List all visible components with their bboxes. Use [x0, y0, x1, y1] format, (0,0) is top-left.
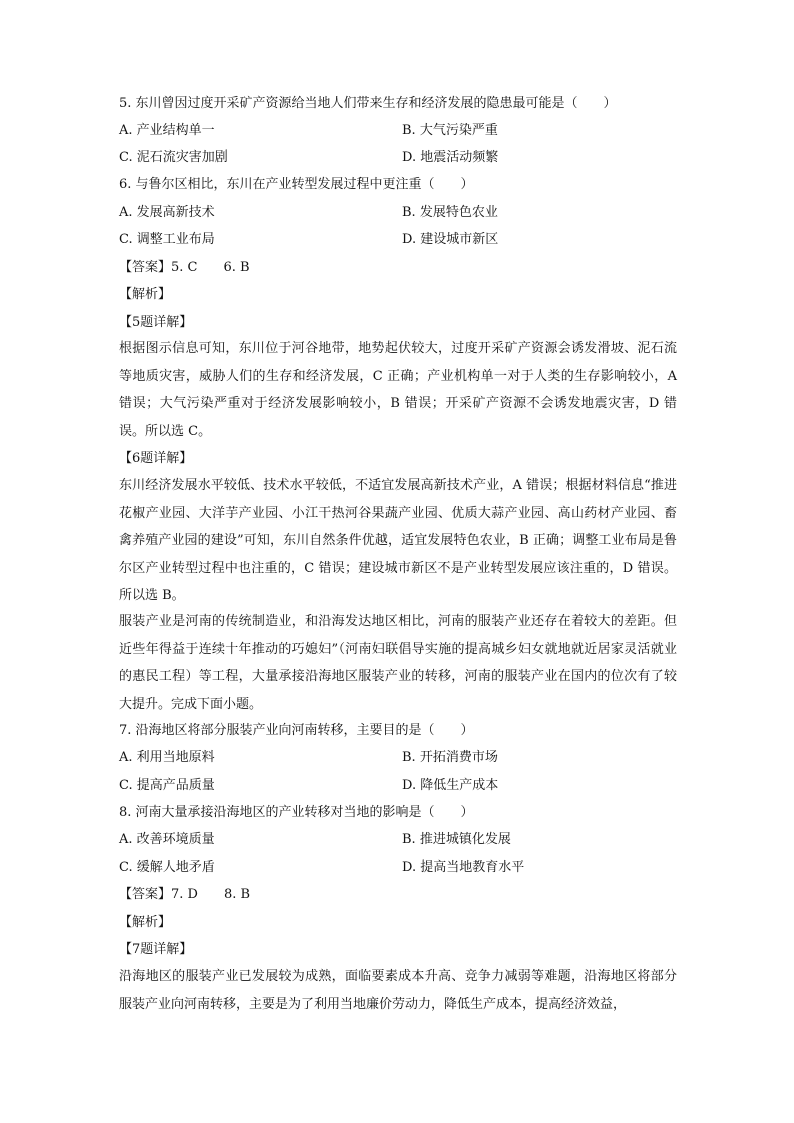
- question-7-option-d: D. 降低生产成本: [402, 778, 499, 793]
- question-8-stem: 8. 河南大量承接沿海地区的产业转移对当地的影响是（ ）: [119, 805, 474, 820]
- question-5-option-c: C. 泥石流灾害加剧: [119, 150, 228, 165]
- question-6-option-c: C. 调整工业布局: [119, 232, 215, 247]
- question-6-option-a: A. 发展高新技术: [119, 205, 215, 220]
- detail-7-body: 沿海地区的服装产业已发展较为成熟，面临要素成本升高、竞争力减弱等难题，沿海地区将部分服装产业向河南转移，主要是为了利用当地廉价劳动力，降低生产成本，提高经济效益，: [119, 969, 677, 1012]
- question-5-option-a: A. 产业结构单一: [119, 123, 215, 138]
- question-8-option-b: B. 推进城镇化发展: [402, 832, 511, 847]
- question-5-option-d: D. 地震活动频繁: [402, 150, 499, 165]
- question-7-option-b: B. 开拓消费市场: [402, 750, 498, 765]
- question-6-stem: 6. 与鲁尔区相比，东川在产业转型发展过程中更注重（ ）: [119, 177, 474, 192]
- question-6-option-d: D. 建设城市新区: [402, 232, 499, 247]
- detail-6-heading: 【6题详解】: [119, 451, 193, 466]
- analysis-heading-1: 【解析】: [119, 287, 172, 302]
- answer-line-1: 【答案】5. C 6. B: [119, 260, 250, 275]
- material-passage: 服装产业是河南的传统制造业，和沿海发达地区相比，河南的服装产业还存在着较大的差距。但近些年得益于连续十年推动的巧媳妇”（河南妇联倡导实施的提高城乡妇女就地就近居家灵活就业的惠民工程）等工程，大量承接沿海地区服装产业的转移，河南的服装产业在国内的位次有了较大提升。完成下面小题。: [119, 614, 677, 712]
- question-7-option-a: A. 利用当地原料: [119, 750, 215, 765]
- detail-5-heading: 【5题详解】: [119, 315, 193, 330]
- question-8-option-c: C. 缓解人地矛盾: [119, 860, 215, 875]
- answer-line-2: 【答案】7. D 8. B: [119, 887, 251, 902]
- detail-5-body: 根据图示信息可知，东川位于河谷地带，地势起伏较大，过度开采矿产资源会诱发滑坡、泥石流等地质灾害，威胁人们的生存和经济发展，C 正确；产业机构单一对于人类的生存影响较小，A 错误；大气污染严重对于经济发展影响较小，B 错误；开采矿产资源不会诱发地震灾害，D 错误。所以选 C。: [119, 341, 677, 439]
- question-5-stem: 5. 东川曾因过度开采矿产资源给当地人们带来生存和经济发展的隐患最可能是（ ）: [119, 96, 617, 111]
- detail-6-body: 东川经济发展水平较低、技术水平较低，不适宜发展高新技术产业，A 错误；根据材料信息“推进花椒产业园、大洋芋产业园、小江干热河谷果蔬产业园、优质大蒜产业园、高山药材产业园、畜禽养殖产业园的建设”可知，东川自然条件优越，适宜发展特色农业，B 正确；调整工业布局是鲁尔区产业转型过程中也注重的，C 错误；建设城市新区不是产业转型发展应该注重的，D 错误。所以选 B。: [119, 478, 677, 603]
- question-5-option-b: B. 大气污染严重: [402, 123, 498, 138]
- analysis-heading-2: 【解析】: [119, 915, 172, 930]
- question-8-option-d: D. 提高当地教育水平: [402, 860, 525, 875]
- question-7-stem: 7. 沿海地区将部分服装产业向河南转移，主要目的是（ ）: [119, 723, 474, 738]
- question-7-option-c: C. 提高产品质量: [119, 778, 215, 793]
- question-8-option-a: A. 改善环境质量: [119, 832, 215, 847]
- detail-7-heading: 【7题详解】: [119, 942, 193, 957]
- question-6-option-b: B. 发展特色农业: [402, 205, 498, 220]
